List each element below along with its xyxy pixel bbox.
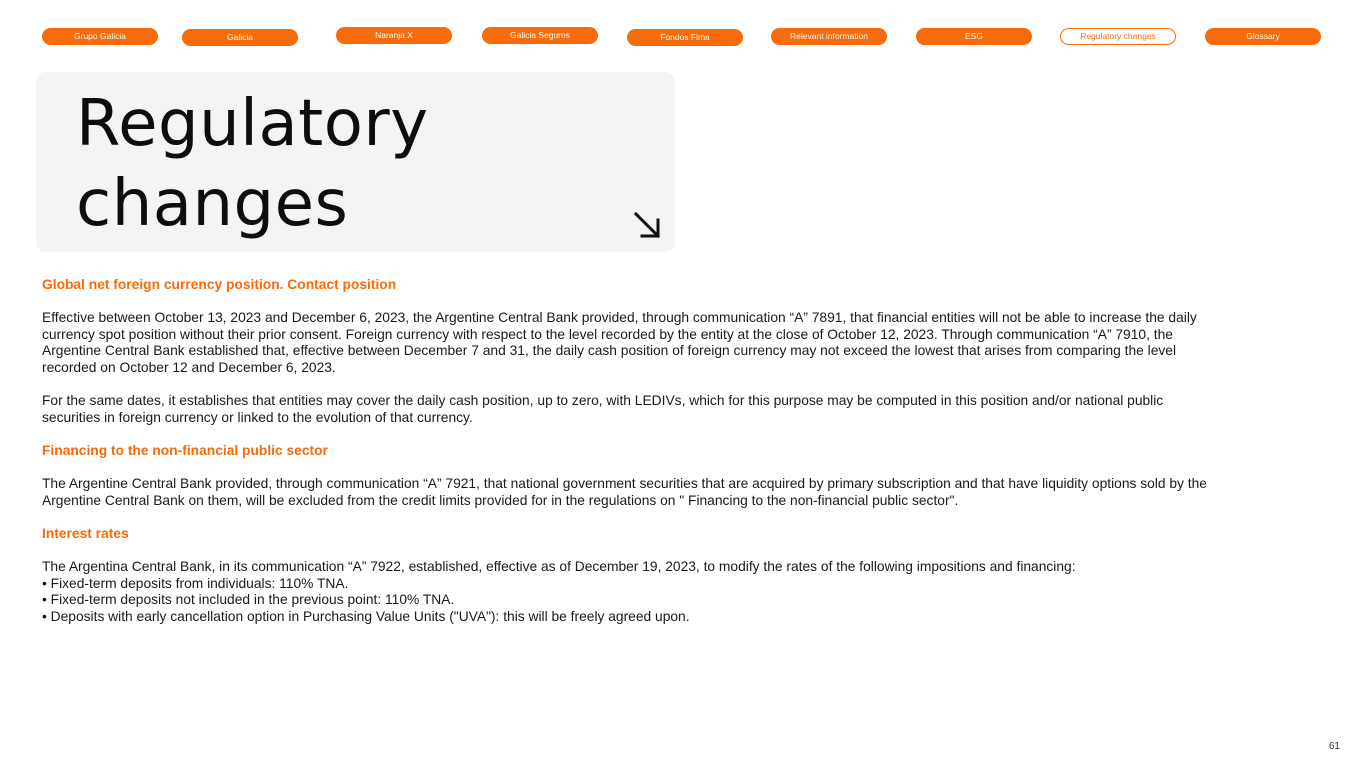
paragraph: Effective between October 13, 2023 and December 6, 2023, the Argentine Central Bank provided, through communication “A” 7891, that financial entities will not be able to increase the daily currency spot position without their prior consent. Foreign currency with respect to the level recorded by the entity at the close of October 12, 2023. Through communication “A” 7910, the Argentine Central Bank established that, effective between December 7 and 31, the daily cash position of foreign currency may not exceed the lowest that arises from comparing the level recorded on October 12 and December 6, 2023. [42, 310, 1197, 375]
hero-card [36, 72, 675, 252]
paragraph: The Argentine Central Bank provided, through communication “A” 7921, that national government securities that are acquired by primary subscription and that have liquidity options sold by the Argentine Central Bank on them, will be excluded from the credit limits provided for in the regulations on " Financing to the non-financial public sector". [42, 476, 1207, 508]
section-heading-public-sector-financing: Financing to the non-financial public sector [42, 442, 328, 458]
page-title-line-2: changes [76, 167, 349, 241]
bullet-item: • Fixed-term deposits from individuals: 110% TNA. [42, 575, 349, 591]
nav-tab-naranja-x[interactable]: Naranja X [336, 27, 452, 44]
nav-tab-fondos-fima[interactable]: Fondos Fima [627, 29, 743, 46]
nav-tab-grupo-galicia[interactable]: Grupo Galicia [42, 28, 158, 45]
top-nav [0, 27, 1365, 47]
main-content [42, 277, 1222, 625]
page-number: 61 [1328, 741, 1340, 752]
section-heading-interest-rates: Interest rates [42, 525, 129, 541]
page-title [76, 84, 596, 244]
paragraph: The Argentina Central Bank, in its communication “A” 7922, established, effective as of December 19, 2023, to modify the rates of the following impositions and financing: [42, 559, 1076, 575]
nav-tab-esg[interactable]: ESG [916, 28, 1032, 45]
bullet-item: • Deposits with early cancellation option in Purchasing Value Units ("UVA"): this will be freely agreed upon. [42, 608, 690, 624]
paragraph: For the same dates, it establishes that entities may cover the daily cash position, up to zero, with LEDIVs, which for this purpose may be computed in this position and/or national public securities in foreign currency or linked to the evolution of that currency. [42, 393, 1164, 425]
nav-tab-regulatory-changes[interactable]: Regulatory changes [1060, 28, 1176, 45]
section-heading-foreign-currency: Global net foreign currency position. Contact position [42, 277, 397, 292]
page-title-line-1: Regulatory [76, 87, 429, 161]
nav-tab-galicia[interactable]: Galicia [182, 29, 298, 46]
nav-tab-relevant-information[interactable]: Relevant information [771, 28, 887, 45]
arrow-down-right-icon [632, 210, 664, 242]
nav-tab-galicia-seguros[interactable]: Galicia Seguros [482, 27, 598, 44]
bullet-item: • Fixed-term deposits not included in the previous point: 110% TNA. [42, 592, 455, 608]
nav-tab-glossary[interactable]: Glossary [1205, 28, 1321, 45]
